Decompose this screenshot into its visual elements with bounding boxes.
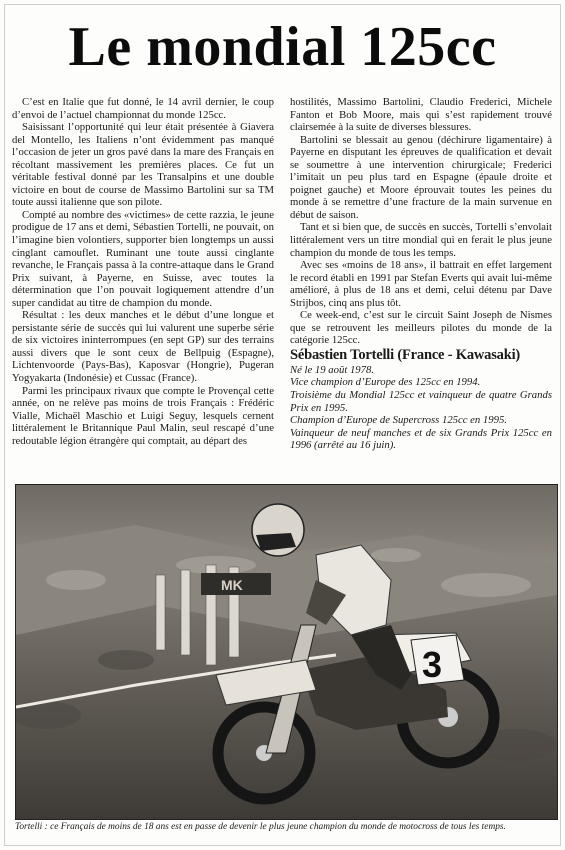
paragraph: Parmi les principaux rivaux que compte le Provençal cette année, on ne relève pas moins de trois Français : Frédéric Vialle, Michaël Maschio et Luigi Seguy, lesquels cernent littéralement le Britannique Paul Malin, seul rescapé d’une redoutable légion étrangère qui comptait, au départ des — [12, 384, 274, 447]
bio-line: Vainqueur de neuf manches et de six Grands Prix 125cc en 1996 (arrêté au 16 juin). — [290, 426, 552, 452]
paragraph: Saisissant l’opportunité qui leur était présentée à Giavera del Montello, les Italiens n’ont évidemment pas manqué l’occasion de jeter un gros pavé dans la mare des Français en récoltant massivement les premières places. Ce fut un véritable festival donné par les Transalpins et une double victoire en bout de course de Massimo Bartolini sur sa TM toute aussi italienne que son pilote. — [12, 121, 274, 209]
bio-line: Troisième du Mondial 125cc et vainqueur de quatre Grands Prix en 1995. — [290, 389, 552, 414]
motocross-photo — [15, 484, 558, 820]
paragraph: Tant et si bien que, de succès en succès, Tortelli s’envolait littéralement vers un titre mondial qui en ferait le plus jeune champion du monde de tous les temps. — [290, 221, 552, 259]
number-plate-text: 3 — [422, 644, 443, 685]
paragraph: hostilités, Massimo Bartolini, Claudio Frederici, Michele Fanton et Bob Moore, mais qui s’est rapidement trouvé clairsemée à la suite de diverses blessures. — [290, 96, 552, 134]
paragraph: Avec ses «moins de 18 ans», il battrait en effet largement le record établi en 1991 par Stefan Everts qui avait lui-même amélioré, à plus de 18 ans et demi, celui détenu par Dave Strijbos, cinq ans plus tôt. — [290, 259, 552, 309]
photo-caption: Tortelli : ce Français de moins de 18 ans est en passe de devenir le plus jeune champion du monde de motocross de tous les temps. — [15, 822, 506, 832]
article-column-left — [12, 96, 274, 447]
bio-line: Né le 19 août 1978. — [290, 363, 375, 376]
rider-bio-title: Sébastien Tortelli (France - Kawasaki) — [290, 346, 521, 363]
bio-line: Champion d’Europe de Supercross 125cc en 1995. — [290, 414, 507, 427]
paragraph: Résultat : les deux manches et le début d’une longue et persistante série de succès qui lui valurent une superbe série de six victoires ininterrompues (en sept GP) sur des terrains aussi divers que le sont ceux de Bellpuig (Espagne), Lichtenvoorde (Pays-Bas), Kaposvar (Hongrie), Pugeran Yogyakarta (Indonésie) et Cussac (France). — [12, 309, 274, 385]
bio-line: Vice champion d’Europe des 125cc en 1994. — [290, 376, 481, 389]
paragraph: Ce week-end, c’est sur le circuit Saint Joseph de Nismes que se retrouvent les meilleurs pilotes du monde de la catégorie 125cc. — [290, 309, 552, 347]
paragraph: Bartolini se blessait au genou (déchirure ligamentaire) à Payerne en disputant les épreuves de qualification et devait se soumettre à une intervention chirurgicale; Frederici l’imitait un peu plus tard en Espagne (épaule droite et poignet gauche) et Moore éprouvait toutes les peines du monde à se remettre d’une fracture de la main survenue en début de saison. — [290, 133, 552, 221]
paragraph: Compté au nombre des «victimes» de cette razzia, le jeune prodigue de 17 ans et demi, Sébastien Tortelli, ne pouvait, on l’imagine bien volontiers, supporter bien longtemps un aussi cinglant camouflet. Ruminant une toute aussi cinglante revanche, le Français passa à la contre-attaque dans le Grand Prix suivant, à Payerne, en Suisse, avec toutes la détermination que l’on pouvait logiquement attendre d’un super candidat au titre de champion du monde. — [12, 208, 274, 309]
number-plate — [411, 635, 464, 685]
paragraph: C’est en Italie que fut donné, le 14 avril dernier, le coup d’envoi de l’actuel championnat du monde 125cc. — [12, 96, 274, 121]
motocross-photo-illustration — [16, 485, 557, 819]
article-column-right — [290, 96, 552, 452]
article-headline: Le mondial 125cc — [68, 16, 497, 78]
fence-sign-text: MK — [221, 577, 243, 593]
